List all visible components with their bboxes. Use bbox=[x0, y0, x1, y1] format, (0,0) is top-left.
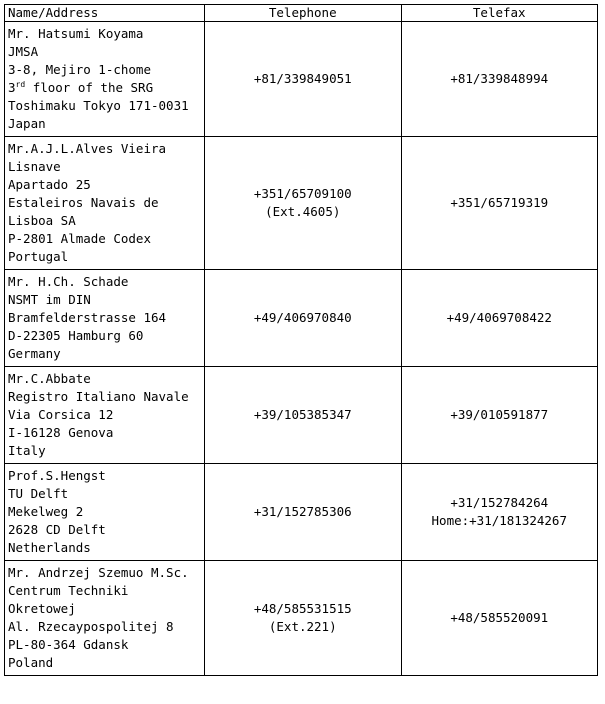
address-line-floor bbox=[8, 79, 201, 97]
address-line: Centrum Techniki bbox=[8, 583, 129, 598]
telephone-cell bbox=[205, 137, 402, 270]
address-line: Lisnave bbox=[8, 159, 61, 174]
telephone-number: +48/585531515 bbox=[253, 601, 352, 616]
address-line: 3-8, Mejiro 1-chome bbox=[8, 62, 151, 77]
header-name-address: Name/Address bbox=[5, 5, 205, 22]
telephone-cell bbox=[205, 561, 402, 676]
address-line: TU Delft bbox=[8, 486, 69, 501]
address-line: Apartado 25 bbox=[8, 177, 91, 192]
address-line: PL-80-364 Gdansk bbox=[8, 637, 129, 652]
telephone-extension: (Ext.4605) bbox=[265, 204, 341, 219]
telefax-cell bbox=[401, 22, 598, 137]
address-line: Via Corsica 12 bbox=[8, 407, 114, 422]
address-line: Mr. Andrzej Szemuo M.Sc. bbox=[8, 565, 189, 580]
address-cell bbox=[5, 367, 205, 464]
address-line: Toshimaku Tokyo 171-0031 bbox=[8, 98, 189, 113]
telefax-cell bbox=[401, 561, 598, 676]
telefax-number: +81/339848994 bbox=[450, 71, 549, 86]
telefax-number: +48/585520091 bbox=[450, 610, 549, 625]
floor-text: floor of the SRG bbox=[25, 80, 154, 95]
address-line: I-16128 Genova bbox=[8, 425, 114, 440]
header-telephone: Telephone bbox=[205, 5, 402, 22]
telefax-cell bbox=[401, 464, 598, 561]
table-row bbox=[5, 464, 598, 561]
address-line: Netherlands bbox=[8, 540, 91, 555]
address-line: Germany bbox=[8, 346, 61, 361]
telefax-number: +351/65719319 bbox=[450, 195, 549, 210]
address-cell bbox=[5, 22, 205, 137]
address-line: Mekelweg 2 bbox=[8, 504, 84, 519]
ordinal-suffix: rd bbox=[15, 79, 26, 89]
telephone-number: +31/152785306 bbox=[253, 504, 352, 519]
table-row bbox=[5, 137, 598, 270]
telephone-number: +81/339849051 bbox=[253, 71, 352, 86]
address-cell bbox=[5, 270, 205, 367]
address-line: P-2801 Almade Codex bbox=[8, 231, 151, 246]
telefax-cell bbox=[401, 270, 598, 367]
address-line: Registro Italiano Navale bbox=[8, 389, 189, 404]
telephone-extension: (Ext.221) bbox=[268, 619, 337, 634]
telefax-number: +31/152784264 bbox=[450, 495, 549, 510]
table-row bbox=[5, 270, 598, 367]
address-cell bbox=[5, 464, 205, 561]
address-cell bbox=[5, 561, 205, 676]
address-line: JMSA bbox=[8, 44, 39, 59]
address-line: Mr.C.Abbate bbox=[8, 371, 91, 386]
telephone-cell bbox=[205, 22, 402, 137]
telefax-home-number: Home:+31/181324267 bbox=[431, 513, 567, 528]
address-line: Al. Rzecaypospolitej 8 bbox=[8, 619, 174, 634]
telefax-number: +49/4069708422 bbox=[446, 310, 552, 325]
address-line: Mr.A.J.L.Alves Vieira bbox=[8, 141, 167, 156]
telephone-cell bbox=[205, 464, 402, 561]
address-line: Lisboa SA bbox=[8, 213, 76, 228]
telephone-number: +49/406970840 bbox=[253, 310, 352, 325]
telephone-number: +39/105385347 bbox=[253, 407, 352, 422]
telefax-cell bbox=[401, 137, 598, 270]
address-line: Mr. Hatsumi Koyama bbox=[8, 26, 144, 41]
address-line: Okretowej bbox=[8, 601, 76, 616]
contacts-table bbox=[4, 4, 598, 676]
telephone-cell bbox=[205, 270, 402, 367]
address-line: Mr. H.Ch. Schade bbox=[8, 274, 129, 289]
address-line: NSMT im DIN bbox=[8, 292, 91, 307]
telephone-number: +351/65709100 bbox=[253, 186, 352, 201]
address-line: Prof.S.Hengst bbox=[8, 468, 106, 483]
floor-number: 3 bbox=[8, 80, 16, 95]
address-cell bbox=[5, 137, 205, 270]
address-line: Estaleiros Navais de bbox=[8, 195, 159, 210]
address-line: Italy bbox=[8, 443, 46, 458]
telefax-cell bbox=[401, 367, 598, 464]
address-line: Bramfelderstrasse 164 bbox=[8, 310, 167, 325]
table-row bbox=[5, 22, 598, 137]
address-line: D-22305 Hamburg 60 bbox=[8, 328, 144, 343]
address-line: Poland bbox=[8, 655, 54, 670]
header-telefax: Telefax bbox=[401, 5, 598, 22]
header-row bbox=[5, 5, 598, 22]
address-line: 2628 CD Delft bbox=[8, 522, 106, 537]
table-row bbox=[5, 561, 598, 676]
telefax-number: +39/010591877 bbox=[450, 407, 549, 422]
table-row bbox=[5, 367, 598, 464]
address-line: Japan bbox=[8, 116, 46, 131]
address-line: Portugal bbox=[8, 249, 69, 264]
telephone-cell bbox=[205, 367, 402, 464]
